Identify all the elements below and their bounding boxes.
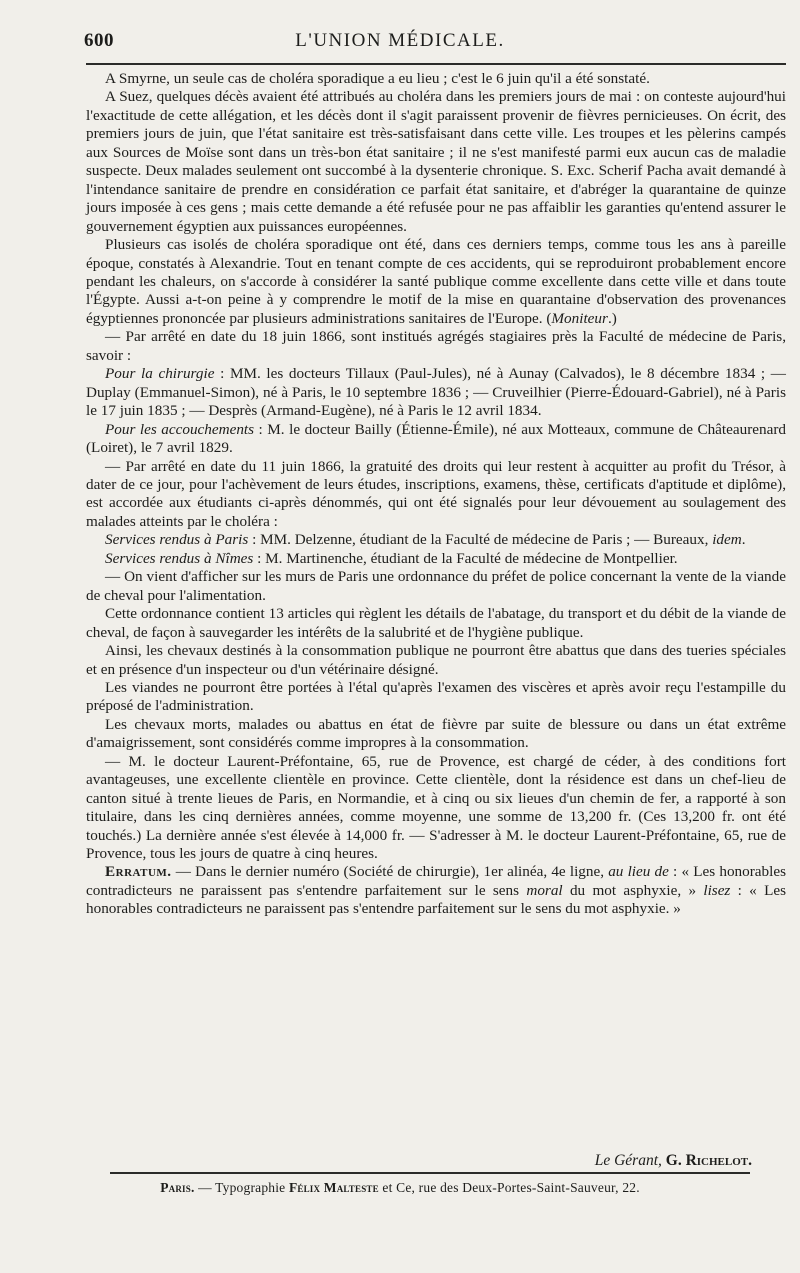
- paragraph: [86, 863, 786, 918]
- paragraph-text: Les viandes ne pourront être portées à l'étal qu'après l'examen des viscères et après avoir reçu l'estampille du préposé de l'administration.: [86, 678, 786, 715]
- erratum-heading: Erratum.: [105, 863, 172, 881]
- paragraph-text: : MM. Delzenne, étudiant de la Faculté de médecine de Paris ; — Bureaux,: [248, 531, 713, 549]
- paragraph: [86, 88, 786, 236]
- italic-text: Pour les accouchements: [105, 420, 255, 438]
- paragraph: [86, 328, 786, 365]
- imprint-city: Paris.: [160, 1180, 195, 1195]
- paragraph-text: A Suez, quelques décès avaient été attribués au choléra dans les premiers jours de mai : on conteste aujourd'hui l'exactitude de cette allégation, et les décès dont il s'agit paraissent provenir de fièvres pernicieuses. On écrit, des premiers jours de juin, que l'état sanitaire est très-satisfaisant dans cette ville. Les troupes et les pèlerins campés aux Sources de Moïse sont dans un très-bon état sanitaire ; il ne s'est manifesté parmi eux aucun cas de maladie suspecte. Deux malades seulement ont succombé à la dysenterie chronique. S. Exc. Scherif Pacha avait demandé à l'intendance sanitaire de prendre en considération ce parfait état sanitaire, et d'abréger la quarantaine de quinze jours imposée à ces gens ; mais cette demande a été refusée pour ne pas affaiblir les garanties qu'entend assurer le gouvernement égyptien aux puissances européennes.: [86, 88, 786, 235]
- paragraph: [86, 531, 786, 549]
- paragraph-text: : MM. les docteurs Tillaux (Paul-Jules), né à Aunay (Calvados), le 8 décembre 1834 ; — Duplay (Emmanuel-Simon), né à Paris, le 10 septembre 1836 ; — Cruveilhier (Pierre-Édouard-Gabriel), né à Paris le 17 juin 1835 ; — Desprès (Armand-Eugène), né à Paris le 12 avril 1834.: [86, 365, 786, 420]
- paragraph-text: A Smyrne, un seule cas de choléra sporadique a eu lieu ; c'est le 6 juin qu'il a été sonstaté.: [105, 70, 650, 87]
- printer-imprint: [0, 1180, 800, 1196]
- imprint-text-1: — Typographie: [194, 1180, 289, 1195]
- paragraph-text: — Par arrêté en date du 11 juin 1866, la gratuité des droits qui leur restent à acquitter au profit du Trésor, à dater de ce jour, pour l'achèvement de leurs études, inscriptions, examens, thèse, certificats d'aptitude et diplôme), est accordée aux étudiants ci-après dénommés, qui ont été signalés pour leur dévouement au soulagement des malades atteints par le choléra :: [86, 457, 786, 530]
- paragraph-text: — M. le docteur Laurent-Préfontaine, 65, rue de Provence, est chargé de céder, à des conditions fort avantageuses, une excellente clientèle en province. Cette clientèle, dont la résidence est dans un chef-lieu de canton situé à trente lieues de Paris, en Normandie, et à cinq ou six lieues d'un chemin de fer, a rapporté à son titulaire, dans les cinq dernières années, comme moyenne, une somme de 13,200 fr. (Ces 13,200 fr. ont été touchés.) La dernière année s'est élevée à 14,000 fr. — S'adresser à M. le docteur Laurent-Préfontaine, 65, rue de Provence, tous les jours de quatre à cinq heures.: [86, 752, 786, 863]
- page-number: 600: [84, 30, 114, 51]
- italic-text: idem: [712, 531, 742, 549]
- italic-text: au lieu de: [608, 863, 669, 881]
- signature-label: Le Gérant,: [594, 1152, 662, 1169]
- paragraph: [86, 550, 786, 568]
- paragraph-text: — On vient d'afficher sur les murs de Paris une ordonnance du préfet de police concernant la vente de la viande de cheval pour l'alimentation.: [86, 568, 786, 604]
- paragraph: [86, 421, 786, 458]
- paragraph-text: : M. le docteur Bailly (Étienne-Émile), né aux Motteaux, commune de Châteaurenard (Loiret), le 7 avril 1829.: [86, 420, 786, 457]
- paragraph-text: Ainsi, les chevaux destinés à la consommation publique ne pourront être abattus que dans des tueries spéciales et en présence d'un inspecteur ou d'un vétérinaire désigné.: [86, 642, 786, 678]
- paragraph-text: du mot asphyxie, »: [562, 881, 704, 899]
- paragraph: [86, 716, 786, 753]
- paragraph: [86, 568, 786, 605]
- paragraph-text: — Par arrêté en date du 18 juin 1866, sont institués agrégés stagiaires près la Faculté de médecine de Paris, savoir :: [86, 328, 786, 364]
- paragraph-text: Les chevaux morts, malades ou abattus en état de fièvre par suite de blessure ou dans un état extrême d'amaigrissement, sont considérés comme impropres à la consommation.: [86, 715, 786, 752]
- paragraph-text: Cette ordonnance contient 13 articles qui règlent les détails de l'abatage, du transport et du débit de la viande de cheval, de façon à sauvegarder les intérêts de la salubrité et de l'hygiène publique.: [86, 605, 786, 641]
- signature-name: G. Richelot.: [665, 1152, 752, 1169]
- paragraph: [86, 236, 786, 328]
- article-body: [86, 70, 786, 919]
- paragraph: [86, 605, 786, 642]
- page-header: [0, 28, 800, 62]
- paragraph-text: .: [741, 531, 746, 549]
- header-rule: [86, 63, 786, 65]
- paragraph-text: — Dans le dernier numéro (Société de chirurgie), 1er alinéa, 4e ligne,: [171, 863, 609, 881]
- paragraph: [86, 365, 786, 420]
- signature-line: [86, 1152, 752, 1170]
- paragraph: [86, 642, 786, 679]
- paragraph: [86, 70, 786, 88]
- italic-text: Pour la chirurgie: [105, 365, 215, 383]
- imprint-text-2: et Ce, rue des Deux-Portes-Saint-Sauveur, 22.: [378, 1180, 640, 1195]
- paragraph-text: .): [607, 309, 617, 327]
- paragraph-text: : « Les honorables contradicteurs ne paraissent pas s'entendre parfaitement sur le sens: [86, 863, 786, 899]
- paragraph: [86, 753, 786, 864]
- italic-text: moral: [526, 881, 563, 899]
- paragraph-text: : M. Martinenche, étudiant de la Faculté de médecine de Montpellier.: [253, 549, 678, 567]
- italic-text: Moniteur: [551, 309, 608, 327]
- paragraph-text: Plusieurs cas isolés de choléra sporadique ont été, dans ces derniers temps, comme tous les ans à pareille époque, constatés à Alexandrie. Tout en tenant compte de ces accidents, qui se reproduiront probablement encore pendant les chaleurs, on s'accorde à considérer la santé publique comme excellente dans cette ville et dans toute l'Égypte. Aussi a-t-on peine à y comprendre le motif de la mise en quarantaine d'observation des provenances égyptiennes prononcée par plusieurs administrations sanitaires de l'Europe. (: [86, 236, 786, 327]
- paragraph-text: : « Les honorables contradicteurs ne paraissent pas s'entendre parfaitement sur le sens du mot asphyxie. »: [86, 881, 786, 918]
- footer-rule: [110, 1172, 750, 1174]
- italic-text: Services rendus à Nîmes: [105, 549, 254, 567]
- paragraph: [86, 458, 786, 532]
- imprint-printer: Félix Malteste: [288, 1180, 379, 1195]
- italic-text: Services rendus à Paris: [105, 531, 249, 549]
- paragraph: [86, 679, 786, 716]
- italic-text: lisez: [703, 881, 731, 899]
- running-title: L'UNION MÉDICALE.: [295, 30, 505, 51]
